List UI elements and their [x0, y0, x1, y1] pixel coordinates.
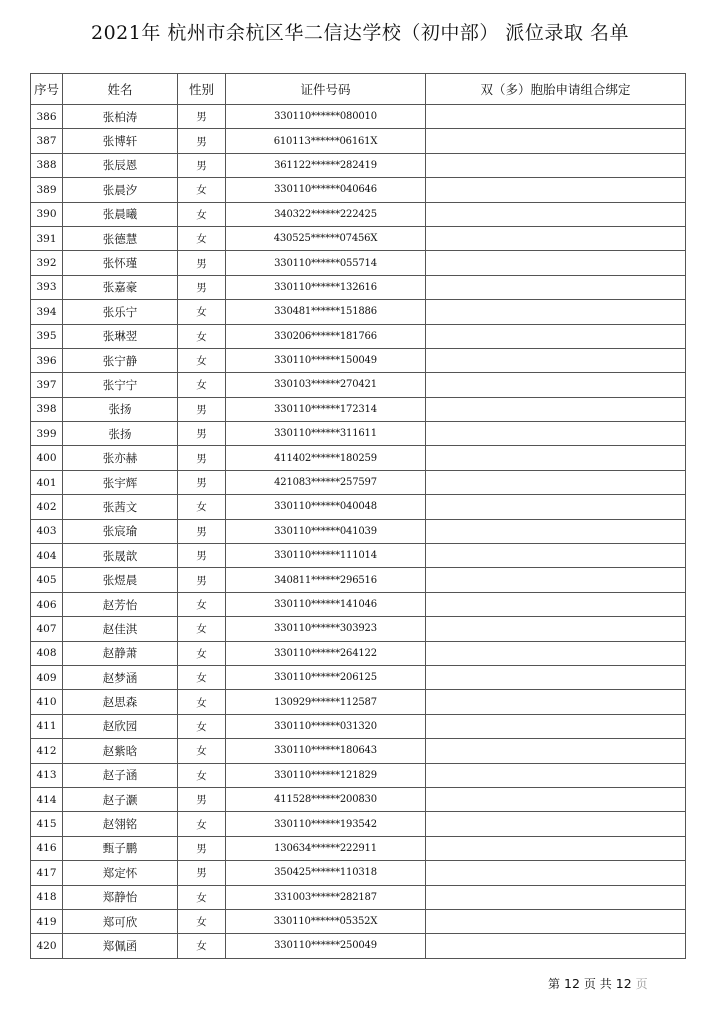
- footer-page-number: 12: [564, 976, 580, 991]
- cell-twin-binding: [426, 690, 686, 714]
- cell-twin-binding: [426, 275, 686, 299]
- cell-gender: 男: [178, 861, 226, 885]
- cell-gender: 女: [178, 348, 226, 372]
- cell-name: 郑佩函: [63, 934, 178, 958]
- cell-twin-binding: [426, 129, 686, 153]
- cell-twin-binding: [426, 885, 686, 909]
- cell-id-number: 340322******222425: [226, 202, 426, 226]
- cell-name: 赵芳怡: [63, 592, 178, 616]
- cell-gender: 女: [178, 202, 226, 226]
- cell-name: 张晨曦: [63, 202, 178, 226]
- cell-name: 张扬: [63, 422, 178, 446]
- cell-twin-binding: [426, 787, 686, 811]
- cell-index: 420: [31, 934, 63, 958]
- footer-suffix: 页: [635, 977, 648, 991]
- table-row: [31, 178, 686, 202]
- cell-index: 402: [31, 495, 63, 519]
- cell-name: 赵欣园: [63, 714, 178, 738]
- cell-id-number: 330110******311611: [226, 422, 426, 446]
- cell-name: 张德慧: [63, 226, 178, 250]
- cell-index: 413: [31, 763, 63, 787]
- footer-prefix: 第: [548, 977, 561, 991]
- cell-id-number: 330110******303923: [226, 617, 426, 641]
- table-row: [31, 665, 686, 689]
- table-row: [31, 885, 686, 909]
- cell-gender: 女: [178, 226, 226, 250]
- footer-total-pages: 12: [615, 976, 632, 991]
- cell-id-number: 361122******282419: [226, 153, 426, 177]
- cell-gender: 男: [178, 422, 226, 446]
- table-row: [31, 348, 686, 372]
- table-header-row: [31, 74, 686, 105]
- cell-id-number: 330110******05352X: [226, 909, 426, 933]
- cell-twin-binding: [426, 495, 686, 519]
- cell-gender: 女: [178, 739, 226, 763]
- cell-index: 386: [31, 105, 63, 129]
- cell-name: 张宇辉: [63, 470, 178, 494]
- cell-gender: 女: [178, 812, 226, 836]
- table-row: [31, 690, 686, 714]
- cell-twin-binding: [426, 251, 686, 275]
- table-row: [31, 861, 686, 885]
- cell-gender: 女: [178, 324, 226, 348]
- cell-id-number: 330110******080010: [226, 105, 426, 129]
- cell-id-number: 411402******180259: [226, 446, 426, 470]
- cell-id-number: 330110******132616: [226, 275, 426, 299]
- cell-gender: 女: [178, 300, 226, 324]
- cell-name: 赵翎铭: [63, 812, 178, 836]
- cell-name: 张博轩: [63, 129, 178, 153]
- table-row: [31, 153, 686, 177]
- cell-name: 郑定怀: [63, 861, 178, 885]
- table-row: [31, 787, 686, 811]
- table-row: [31, 324, 686, 348]
- header-name: 姓名: [63, 74, 178, 105]
- document-title: 2021年 杭州市余杭区华二信达学校（初中部） 派位录取 名单: [91, 22, 629, 44]
- cell-id-number: 330481******151886: [226, 300, 426, 324]
- cell-id-number: 330110******150049: [226, 348, 426, 372]
- cell-id-number: 330110******040048: [226, 495, 426, 519]
- cell-id-number: 330110******172314: [226, 397, 426, 421]
- cell-index: 410: [31, 690, 63, 714]
- table-row: [31, 446, 686, 470]
- cell-id-number: 430525******07456X: [226, 226, 426, 250]
- table-row: [31, 519, 686, 543]
- cell-twin-binding: [426, 105, 686, 129]
- cell-index: 406: [31, 592, 63, 616]
- cell-twin-binding: [426, 861, 686, 885]
- table-row: [31, 202, 686, 226]
- table-row: [31, 617, 686, 641]
- cell-index: 404: [31, 544, 63, 568]
- cell-id-number: 411528******200830: [226, 787, 426, 811]
- header-twin-binding: 双（多）胞胎申请组合绑定: [426, 74, 686, 105]
- table-row: [31, 763, 686, 787]
- cell-index: 408: [31, 641, 63, 665]
- cell-twin-binding: [426, 909, 686, 933]
- cell-index: 401: [31, 470, 63, 494]
- cell-id-number: 330110******206125: [226, 665, 426, 689]
- cell-twin-binding: [426, 641, 686, 665]
- table-row: [31, 836, 686, 860]
- cell-id-number: 330110******180643: [226, 739, 426, 763]
- cell-index: 409: [31, 665, 63, 689]
- cell-gender: 女: [178, 763, 226, 787]
- cell-id-number: 330206******181766: [226, 324, 426, 348]
- table-row: [31, 495, 686, 519]
- cell-index: 389: [31, 178, 63, 202]
- cell-name: 赵佳淇: [63, 617, 178, 641]
- cell-twin-binding: [426, 300, 686, 324]
- cell-id-number: 330103******270421: [226, 373, 426, 397]
- cell-name: 张煜晨: [63, 568, 178, 592]
- table-row: [31, 422, 686, 446]
- cell-id-number: 330110******121829: [226, 763, 426, 787]
- cell-gender: 男: [178, 544, 226, 568]
- cell-name: 张宁宁: [63, 373, 178, 397]
- table-row: [31, 300, 686, 324]
- cell-gender: 男: [178, 153, 226, 177]
- cell-name: 张乐宁: [63, 300, 178, 324]
- cell-twin-binding: [426, 665, 686, 689]
- cell-index: 403: [31, 519, 63, 543]
- cell-gender: 男: [178, 105, 226, 129]
- page-footer: [548, 975, 648, 992]
- cell-index: 417: [31, 861, 63, 885]
- table-row: [31, 226, 686, 250]
- cell-name: 张宁静: [63, 348, 178, 372]
- cell-gender: 男: [178, 470, 226, 494]
- cell-name: 张宸瑜: [63, 519, 178, 543]
- cell-id-number: 610113******06161X: [226, 129, 426, 153]
- cell-index: 411: [31, 714, 63, 738]
- table-row: [31, 251, 686, 275]
- cell-twin-binding: [426, 519, 686, 543]
- table-row: [31, 568, 686, 592]
- cell-gender: 男: [178, 275, 226, 299]
- cell-gender: 女: [178, 178, 226, 202]
- cell-index: 395: [31, 324, 63, 348]
- table-row: [31, 641, 686, 665]
- cell-gender: 女: [178, 690, 226, 714]
- cell-id-number: 330110******055714: [226, 251, 426, 275]
- cell-name: 张茜文: [63, 495, 178, 519]
- cell-id-number: 340811******296516: [226, 568, 426, 592]
- cell-gender: 男: [178, 251, 226, 275]
- cell-twin-binding: [426, 739, 686, 763]
- cell-gender: 女: [178, 641, 226, 665]
- cell-twin-binding: [426, 763, 686, 787]
- cell-twin-binding: [426, 324, 686, 348]
- cell-name: 赵紫晗: [63, 739, 178, 763]
- cell-gender: 男: [178, 836, 226, 860]
- cell-index: 393: [31, 275, 63, 299]
- cell-name: 张扬: [63, 397, 178, 421]
- cell-index: 414: [31, 787, 63, 811]
- cell-gender: 女: [178, 909, 226, 933]
- cell-twin-binding: [426, 812, 686, 836]
- cell-gender: 女: [178, 592, 226, 616]
- cell-twin-binding: [426, 446, 686, 470]
- cell-index: 392: [31, 251, 63, 275]
- table-row: [31, 397, 686, 421]
- cell-index: 400: [31, 446, 63, 470]
- cell-index: 415: [31, 812, 63, 836]
- cell-index: 394: [31, 300, 63, 324]
- cell-name: 张琳翌: [63, 324, 178, 348]
- cell-index: 407: [31, 617, 63, 641]
- cell-index: 418: [31, 885, 63, 909]
- cell-index: 387: [31, 129, 63, 153]
- cell-gender: 男: [178, 446, 226, 470]
- table-row: [31, 812, 686, 836]
- cell-name: 张柏涛: [63, 105, 178, 129]
- header-id-number: 证件号码: [226, 74, 426, 105]
- cell-index: 388: [31, 153, 63, 177]
- cell-index: 390: [31, 202, 63, 226]
- cell-name: 郑可欣: [63, 909, 178, 933]
- header-gender: 性别: [178, 74, 226, 105]
- cell-twin-binding: [426, 397, 686, 421]
- cell-id-number: 130634******222911: [226, 836, 426, 860]
- cell-id-number: 330110******031320: [226, 714, 426, 738]
- cell-name: 张亦赫: [63, 446, 178, 470]
- cell-index: 412: [31, 739, 63, 763]
- cell-twin-binding: [426, 202, 686, 226]
- cell-twin-binding: [426, 226, 686, 250]
- cell-id-number: 350425******110318: [226, 861, 426, 885]
- cell-gender: 男: [178, 129, 226, 153]
- cell-name: 赵子涵: [63, 763, 178, 787]
- cell-gender: 男: [178, 787, 226, 811]
- cell-twin-binding: [426, 568, 686, 592]
- cell-twin-binding: [426, 422, 686, 446]
- cell-gender: 女: [178, 934, 226, 958]
- cell-twin-binding: [426, 836, 686, 860]
- cell-name: 赵梦涵: [63, 665, 178, 689]
- cell-gender: 女: [178, 885, 226, 909]
- cell-id-number: 331003******282187: [226, 885, 426, 909]
- cell-gender: 女: [178, 373, 226, 397]
- cell-twin-binding: [426, 470, 686, 494]
- cell-index: 405: [31, 568, 63, 592]
- cell-gender: 女: [178, 714, 226, 738]
- cell-gender: 男: [178, 397, 226, 421]
- cell-id-number: 330110******041039: [226, 519, 426, 543]
- cell-id-number: 330110******040646: [226, 178, 426, 202]
- cell-name: 赵子灏: [63, 787, 178, 811]
- cell-name: 郑静怡: [63, 885, 178, 909]
- table-row: [31, 373, 686, 397]
- admission-table: [30, 73, 686, 959]
- cell-id-number: 330110******141046: [226, 592, 426, 616]
- table-row: [31, 275, 686, 299]
- cell-name: 赵静萧: [63, 641, 178, 665]
- table-row: [31, 714, 686, 738]
- cell-twin-binding: [426, 153, 686, 177]
- cell-gender: 男: [178, 568, 226, 592]
- cell-gender: 女: [178, 617, 226, 641]
- footer-middle: 页 共: [583, 977, 612, 991]
- cell-name: 张怀瑾: [63, 251, 178, 275]
- cell-name: 甄子鹏: [63, 836, 178, 860]
- cell-id-number: 330110******250049: [226, 934, 426, 958]
- header-index: 序号: [31, 74, 63, 105]
- cell-gender: 女: [178, 665, 226, 689]
- cell-index: 419: [31, 909, 63, 933]
- cell-name: 张晟歆: [63, 544, 178, 568]
- cell-twin-binding: [426, 373, 686, 397]
- cell-twin-binding: [426, 178, 686, 202]
- cell-index: 399: [31, 422, 63, 446]
- cell-id-number: 330110******111014: [226, 544, 426, 568]
- table-body: [31, 105, 686, 959]
- table-row: [31, 739, 686, 763]
- cell-id-number: 130929******112587: [226, 690, 426, 714]
- table-row: [31, 105, 686, 129]
- cell-twin-binding: [426, 544, 686, 568]
- cell-name: 张晨汐: [63, 178, 178, 202]
- cell-id-number: 421083******257597: [226, 470, 426, 494]
- cell-index: 416: [31, 836, 63, 860]
- table-row: [31, 544, 686, 568]
- cell-index: 397: [31, 373, 63, 397]
- cell-twin-binding: [426, 617, 686, 641]
- cell-index: 398: [31, 397, 63, 421]
- cell-index: 391: [31, 226, 63, 250]
- cell-name: 张辰恩: [63, 153, 178, 177]
- cell-twin-binding: [426, 592, 686, 616]
- cell-name: 张嘉豪: [63, 275, 178, 299]
- table-row: [31, 592, 686, 616]
- table-row: [31, 129, 686, 153]
- cell-gender: 女: [178, 495, 226, 519]
- cell-twin-binding: [426, 348, 686, 372]
- cell-twin-binding: [426, 934, 686, 958]
- cell-index: 396: [31, 348, 63, 372]
- table-row: [31, 934, 686, 958]
- cell-name: 赵思森: [63, 690, 178, 714]
- cell-twin-binding: [426, 714, 686, 738]
- table-row: [31, 909, 686, 933]
- cell-id-number: 330110******193542: [226, 812, 426, 836]
- table-row: [31, 470, 686, 494]
- cell-id-number: 330110******264122: [226, 641, 426, 665]
- cell-gender: 男: [178, 519, 226, 543]
